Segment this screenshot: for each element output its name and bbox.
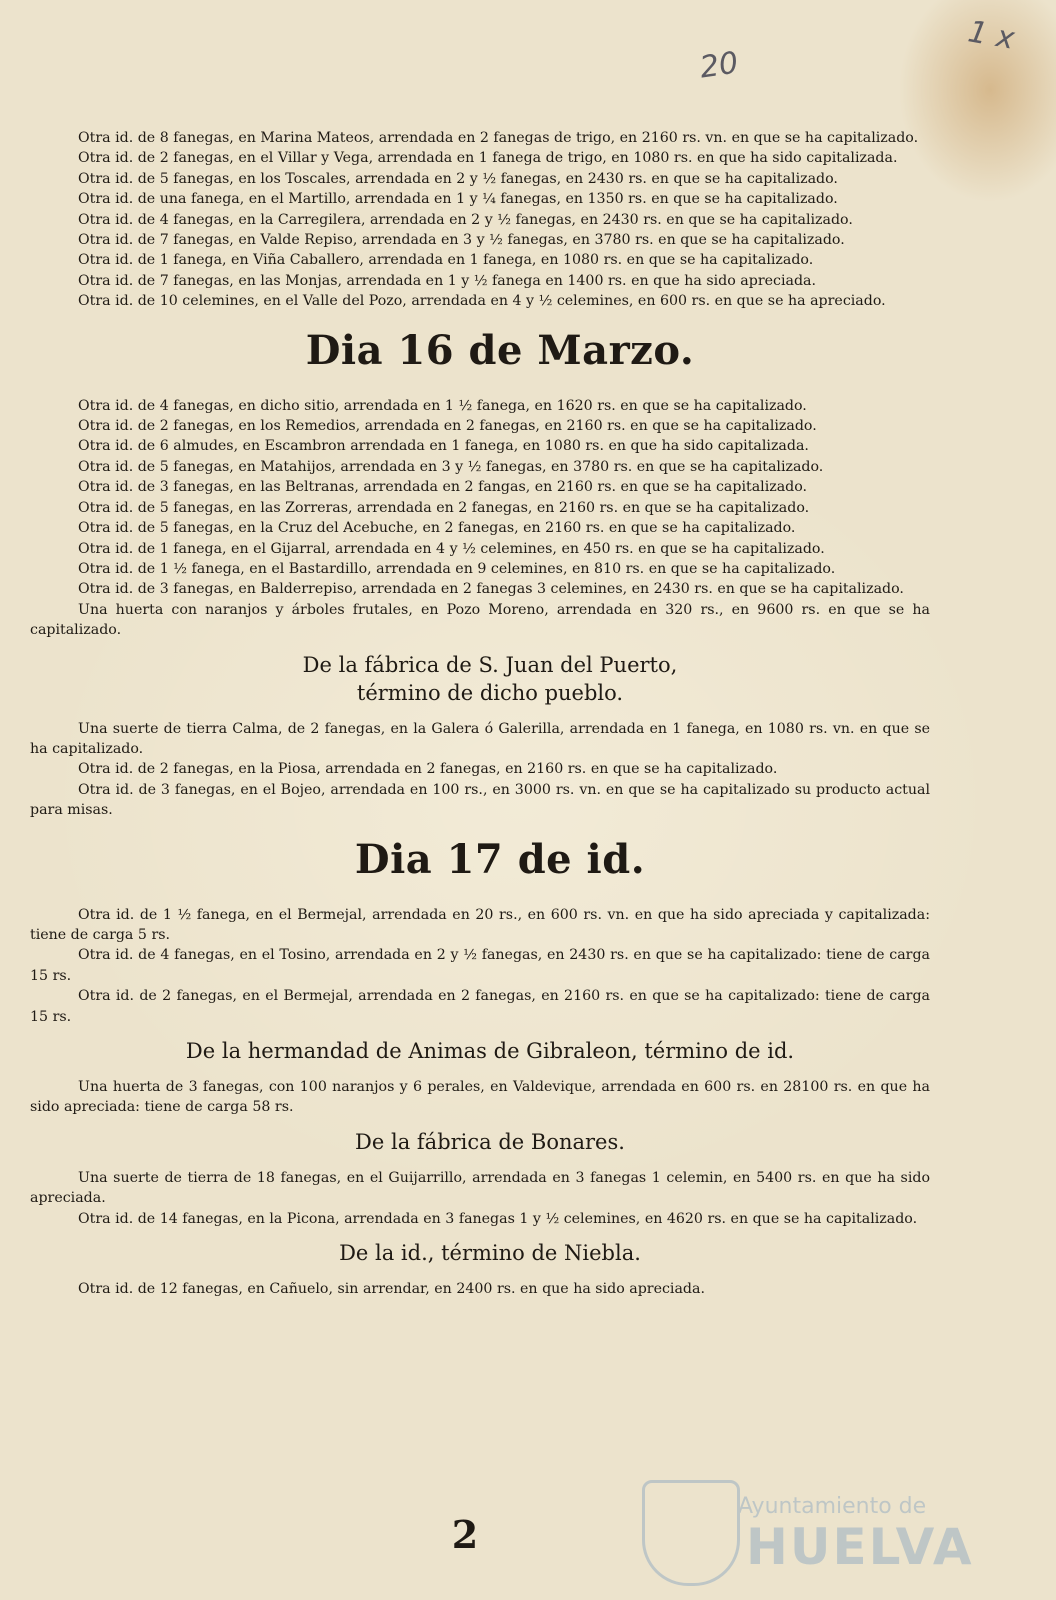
section-subheading: [30, 1239, 930, 1267]
property-entry: Otra id. de 4 fanegas, en dicho sitio, arrendada en 1 ½ fanega, en 1620 rs. en que se ha capitalizado.: [78, 397, 807, 414]
watermark-city: Ayuntamiento de: [738, 1494, 927, 1519]
subheading-line: De la fábrica de S. Juan del Puerto,: [302, 652, 678, 677]
property-entry: Otra id. de 5 fanegas, en los Toscales, arrendada en 2 y ½ fanegas, en 2430 rs. en que se ha capitalizado.: [78, 170, 838, 187]
property-entry: Otra id. de 1 ½ fanega, en el Bastardillo, arrendada en 9 celemines, en 810 rs. en que se ha capitalizado.: [78, 560, 836, 577]
property-entry: Otra id. de 2 fanegas, en los Remedios, arrendada en 2 fanegas, en 2160 rs. en que se ha capitalizado.: [78, 418, 817, 435]
property-entry: Otra id. de 6 almudes, en Escambron arrendada en 1 fanega, en 1080 rs. en que ha sido capitalizada.: [78, 438, 809, 455]
handwritten-corner-mark: 1 x: [965, 14, 1018, 57]
property-entry: Otra id. de 12 fanegas, en Cañuelo, sin arrendar, en 2400 rs. en que ha sido apreciada.: [78, 1281, 705, 1298]
section-subheading: [30, 651, 930, 707]
property-entry: Una huerta con naranjos y árboles frutales, en Pozo Moreno, arrendada en 320 rs., en 9600 rs. en que se ha capitalizado.: [30, 601, 930, 639]
archive-watermark: [642, 1476, 972, 1586]
property-entry: Otra id. de 2 fanegas, en el Villar y Vega, arrendada en 1 fanega de trigo, en 1080 rs. en que ha sido capitalizada.: [78, 150, 898, 167]
section-heading: Dia 16 de Marzo.: [305, 326, 695, 374]
property-entry: Otra id. de una fanega, en el Martillo, arrendada en 1 y ¼ fanegas, en 1350 rs. en que se ha capitalizado.: [78, 191, 838, 208]
document-body: [30, 128, 930, 1299]
property-entry: Una suerte de tierra de 18 fanegas, en el Guijarrillo, arrendada en 3 fanegas 1 celemin, en 5400 rs. en que ha sido apreciada.: [30, 1169, 930, 1207]
subheading-line: término de dicho pueblo.: [356, 680, 624, 705]
property-entry: Otra id. de 10 celemines, en el Valle del Pozo, arrendada en 4 y ½ celemines, en 600 rs. en que se ha apreciado.: [78, 293, 886, 310]
coat-of-arms-icon: [642, 1480, 740, 1586]
property-entry: Otra id. de 5 fanegas, en la Cruz del Acebuche, en 2 fanegas, en 2160 rs. en que se ha capitalizado.: [78, 520, 796, 537]
property-entry: Una huerta de 3 fanegas, con 100 naranjos y 6 perales, en Valdevique, arrendada en 600 rs. en 28100 rs. en que ha sido apreciada: tiene de carga 58 rs.: [30, 1079, 930, 1116]
section-subheading: [30, 1037, 930, 1065]
section-heading: Dia 17 de id.: [354, 835, 646, 883]
handwritten-folio: 20: [697, 45, 741, 86]
subheading-line: De la fábrica de Bonares.: [355, 1129, 625, 1154]
property-entry: Otra id. de 1 fanega, en Viña Caballero, arrendada en 1 fanega, en 1080 rs. en que se ha capitalizado.: [78, 252, 814, 269]
property-entry: Otra id. de 1 fanega, en el Gijarral, arrendada en 4 y ½ celemines, en 450 rs. en que se ha capitalizado.: [78, 540, 825, 557]
property-entry: Otra id. de 3 fanegas, en las Beltranas, arrendada en 2 fangas, en 2160 rs. en que se ha capitalizado.: [78, 479, 808, 496]
subheading-line: De la hermandad de Animas de Gibraleon, término de id.: [185, 1039, 795, 1063]
subheading-line: De la id., término de Niebla.: [339, 1241, 641, 1266]
property-entry: Otra id. de 14 fanegas, en la Picona, arrendada en 3 fanegas 1 y ½ celemines, en 4620 rs. en que se ha capitalizado.: [78, 1210, 918, 1227]
property-entry: Una suerte de tierra Calma, de 2 fanegas, en la Galera ó Galerilla, arrendada en 1 fanega, en 1080 rs. vn. en que se ha capitalizado.: [30, 720, 930, 757]
property-entry: Otra id. de 2 fanegas, en la Piosa, arrendada en 2 fanegas, en 2160 rs. en que se ha capitalizado.: [78, 761, 778, 778]
watermark-name: HUELVA: [746, 1518, 974, 1576]
property-entry: Otra id. de 5 fanegas, en Matahijos, arrendada en 3 y ½ fanegas, en 3780 rs. en que se ha capitalizado.: [78, 458, 824, 475]
property-entry: Otra id. de 3 fanegas, en Balderrepiso, arrendada en 2 fanegas 3 celemines, en 2430 rs. en que se ha capitalizado.: [78, 581, 904, 598]
property-entry: Otra id. de 3 fanegas, en el Bojeo, arrendada en 100 rs., en 3000 rs. vn. en que se ha capitalizado su producto actual para misas.: [30, 781, 930, 819]
property-entry: Otra id. de 7 fanegas, en Valde Repiso, arrendada en 3 y ½ fanegas, en 3780 rs. en que se ha capitalizado.: [78, 232, 845, 249]
property-entry: Otra id. de 5 fanegas, en las Zorreras, arrendada en 2 fanegas, en 2160 rs. en que se ha capitalizado.: [78, 499, 810, 516]
property-entry: Otra id. de 2 fanegas, en el Bermejal, arrendada en 2 fanegas, en 2160 rs. en que se ha capitalizado: tiene de carga 15 rs.: [30, 988, 930, 1025]
property-entry: Otra id. de 4 fanegas, en el Tosino, arrendada en 2 y ½ fanegas, en 2430 rs. en que se ha capitalizado: tiene de carga 15 rs.: [30, 947, 930, 984]
property-entry: Otra id. de 7 fanegas, en las Monjas, arrendada en 1 y ½ fanega en 1400 rs. en que ha sido apreciada.: [78, 272, 817, 289]
property-entry: Otra id. de 4 fanegas, en la Carregilera, arrendada en 2 y ½ fanegas, en 2430 rs. en que se ha capitalizado.: [78, 211, 853, 228]
property-entry: Otra id. de 1 ½ fanega, en el Bermejal, arrendada en 20 rs., en 600 rs. vn. en que ha sido apreciada y capitalizada: tiene de carga 5 rs.: [30, 906, 930, 943]
page-number: 2: [451, 1512, 479, 1557]
section-subheading: [30, 1128, 930, 1156]
property-entry: Otra id. de 8 fanegas, en Marina Mateos, arrendada en 2 fanegas de trigo, en 2160 rs. vn. en que se ha capitalizado.: [78, 130, 919, 146]
